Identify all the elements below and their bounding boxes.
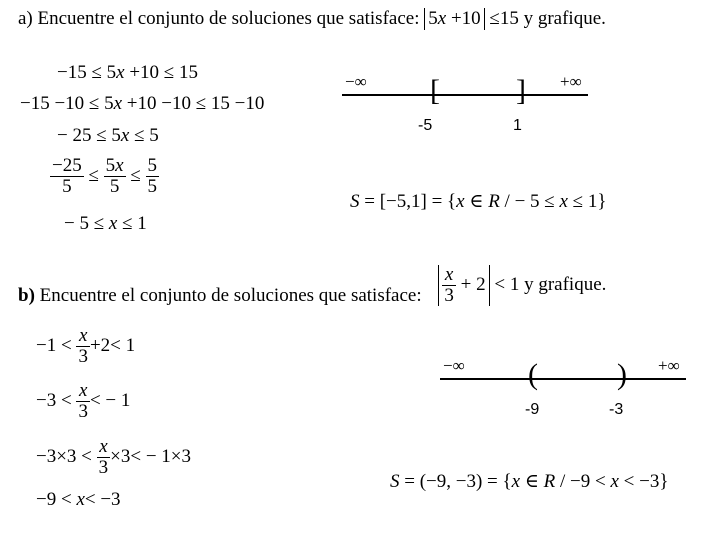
fraction-1: $\frac{-25}{5}$ (52, 155, 82, 197)
part-b-pos-infinity: +∞ (658, 356, 680, 375)
part-a-right-label: 1 (513, 117, 522, 134)
part-a-abs-expression: 5x +10 (424, 8, 484, 30)
part-b-heading-suffix: y grafique. (524, 273, 607, 295)
part-a-solution-set: S = [−5,1] = {x ∈ R / − 5 ≤ x ≤ 1} (350, 191, 607, 212)
part-a-heading-text: a) Encuentre el conjunto de soluciones que satisface: (18, 8, 425, 29)
part-b-step-3: −3×3 < $\frac{x}{3}$ ×3< − 1×3 (36, 436, 192, 478)
part-b-abs-expression: $\frac{x}{3}$ + 2 (438, 265, 489, 306)
part-a-rhs: ≤15 (484, 8, 519, 29)
part-a-step-3: − 25 ≤ 5x ≤ 5 (57, 125, 159, 146)
part-b-label: b) (18, 284, 35, 306)
part-a-neg-infinity: −∞ (345, 72, 367, 91)
part-a-left-bracket: [ (430, 74, 440, 107)
part-a-step-1: −15 ≤ 5x +10 ≤ 15 (57, 62, 198, 83)
part-b-solution-set: S = (−9, −3) = {x ∈ R / −9 < x < −3} (390, 471, 669, 492)
part-a-step-5: − 5 ≤ x ≤ 1 (64, 213, 147, 234)
part-a-step-4: $\frac{-25}{5}$ ≤ $\frac{5x}{5}$ ≤ $\frac{5}{5}$ (52, 155, 158, 197)
part-b-right-label: -3 (609, 401, 624, 418)
part-a-heading (18, 8, 606, 30)
fraction-2: $\frac{5x}{5}$ (105, 155, 124, 197)
part-a-number-line (342, 94, 588, 96)
part-b-neg-infinity: −∞ (443, 356, 465, 375)
part-b-left-label: -9 (525, 401, 540, 418)
fraction-3: $\frac{5}{5}$ (147, 155, 158, 197)
part-a-left-label: -5 (418, 117, 433, 134)
part-a-step-2: −15 −10 ≤ 5x +10 −10 ≤ 15 −10 (20, 93, 265, 114)
part-b-right-paren: ) (617, 358, 627, 391)
part-b-number-line (440, 378, 686, 380)
part-a-right-bracket: ] (516, 74, 526, 107)
part-b-heading-text: Encuentre el conjunto de soluciones que satisface: (34, 284, 427, 306)
part-b-left-paren: ( (528, 358, 538, 391)
part-b-step-2: −3 < $\frac{x}{3}$ < − 1 (36, 380, 131, 422)
part-b-step-4: −9 < x< −3 (36, 489, 121, 510)
part-a-heading-suffix: y grafique. (518, 8, 606, 29)
part-a-pos-infinity: +∞ (560, 72, 582, 91)
part-b-heading (18, 265, 606, 306)
part-b-rhs: < 1 (494, 273, 520, 295)
part-b-step-1: −1 < $\frac{x}{3}$ +2< 1 (36, 325, 136, 367)
